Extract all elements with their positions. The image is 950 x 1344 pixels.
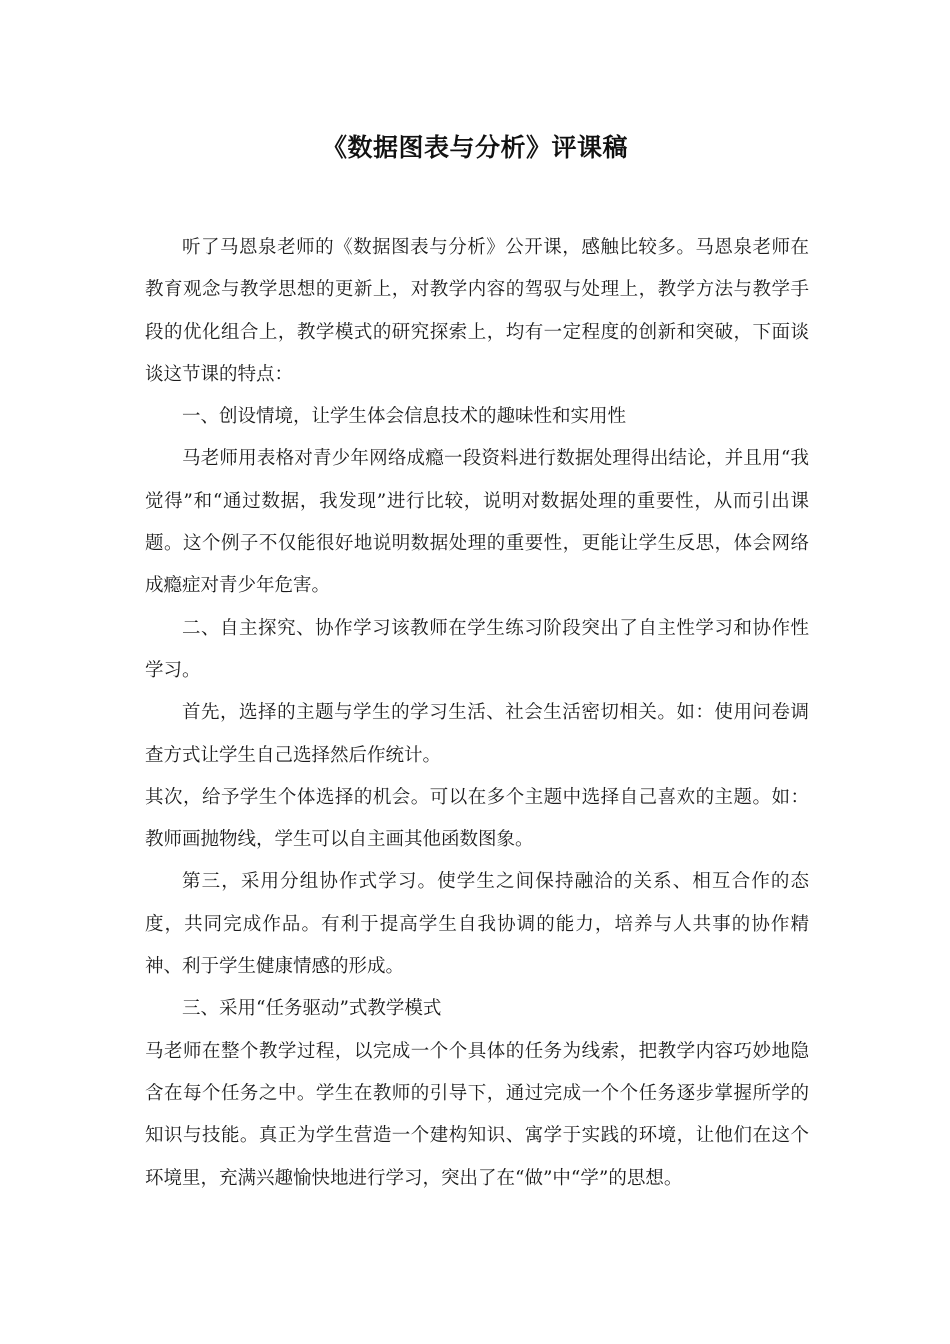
paragraph-first-point: 首先，选择的主题与学生的学习生活、社会生活密切相关。如：使用问卷调查方式让学生自己选择然后作统计。 (145, 702, 809, 766)
paragraph-third-point: 第三，采用分组协作式学习。使学生之间保持融洽的关系、相互合作的态度，共同完成作品。有利于提高学生自我协调的能力，培养与人共事的协作精神、利于学生健康情感的形成。 (145, 871, 809, 978)
document-body (145, 227, 809, 1200)
section-heading-3: 三、采用“任务驱动”式教学模式 (182, 998, 442, 1020)
section-heading-1: 一、创设情境，让学生体会信息技术的趣味性和实用性 (182, 406, 627, 428)
document-title: 《数据图表与分析》评课稿 (321, 133, 628, 162)
section-heading-2: 二、自主探究、协作学习该教师在学生练习阶段突出了自主性学习和协作性学习。 (145, 617, 809, 681)
paragraph-second-point: 其次，给予学生个体选择的机会。可以在多个主题中选择自己喜欢的主题。如：教师画抛物线，学生可以自主画其他函数图象。 (145, 786, 809, 851)
paragraph-section-1: 马老师用表格对青少年网络成瘾一段资料进行数据处理得出结论，并且用“我觉得”和“通过数据，我发现”进行比较，说明对数据处理的重要性，从而引出课题。这个例子不仅能很好地说明数据处理的重要性，更能让学生反思，体会网络成瘾症对青少年危害。 (145, 448, 809, 597)
paragraph-section-3: 马老师在整个教学过程，以完成一个个具体的任务为线索，把教学内容巧妙地隐含在每个任务之中。学生在教师的引导下，通过完成一个个任务逐步掌握所学的知识与技能。真正为学生营造一个建构知识、寓学于实践的环境，让他们在这个环境里，充满兴趣愉快地进行学习，突出了在“做”中“学”的思想。 (145, 1040, 809, 1189)
paragraph-intro: 听了马恩泉老师的《数据图表与分析》公开课，感触比较多。马恩泉老师在教育观念与教学思想的更新上，对教学内容的驾驭与处理上，教学方法与教学手段的优化组合上，教学模式的研究探索上，均有一定程度的创新和突破，下面谈谈这节课的特点： (145, 237, 809, 385)
